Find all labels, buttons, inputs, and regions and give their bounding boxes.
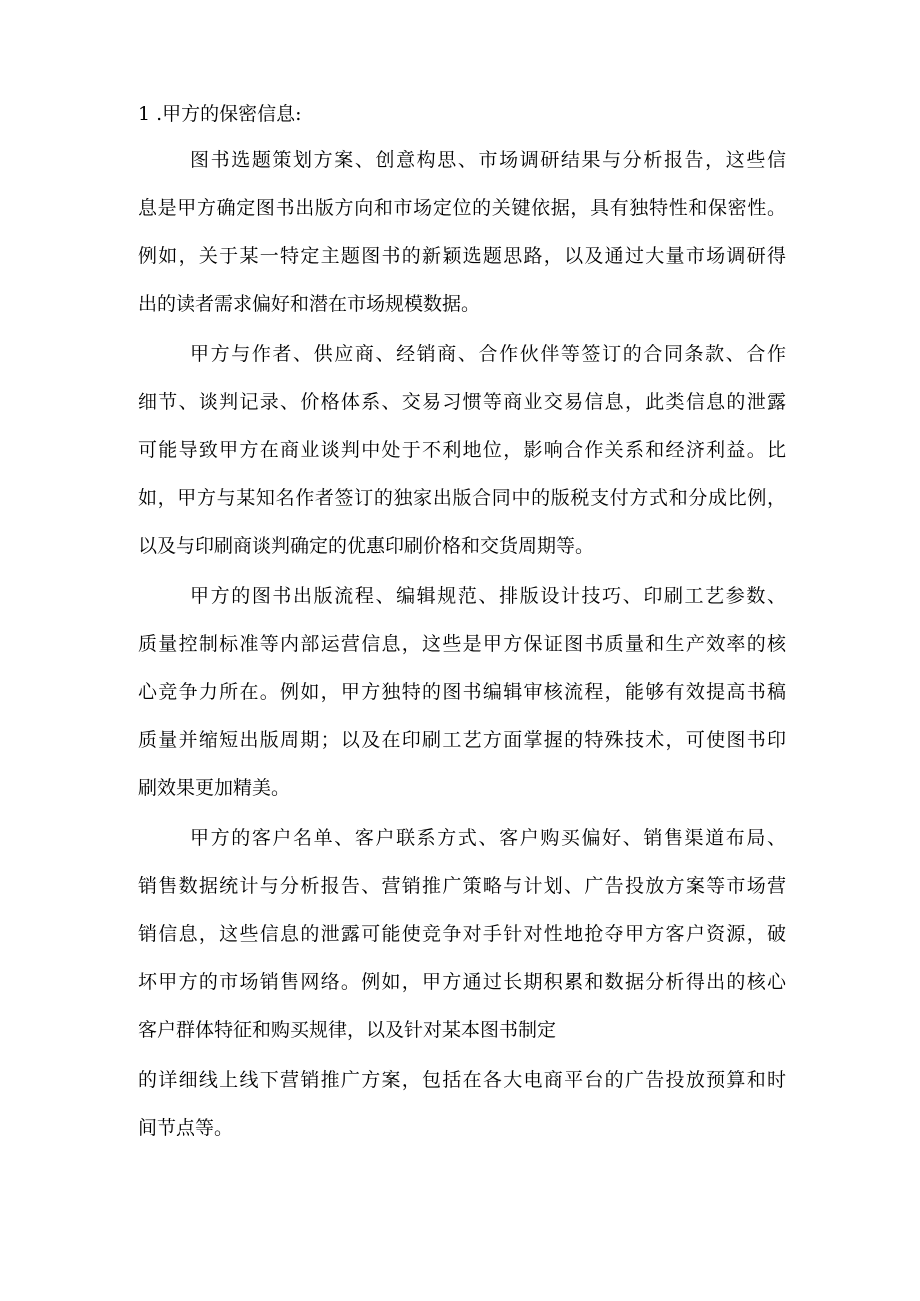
paragraph-3-line-4: 质量并缩短出版周期；以及在印刷工艺方面掌握的特殊技术，可使图书印 [138, 729, 786, 751]
paragraph-2-line-3: 可能导致甲方在商业谈判中处于不利地位，影响合作关系和经济利益。比 [138, 439, 786, 461]
paragraph-4-line-1: 甲方的客户名单、客户联系方式、客户购买偏好、销售渠道布局、 [190, 827, 786, 849]
paragraph-1-line-4: 出的读者需求偏好和潜在市场规模数据。 [138, 293, 481, 315]
paragraph-3-line-3: 心竞争力所在。例如，甲方独特的图书编辑审核流程，能够有效提高书稿 [138, 681, 786, 703]
paragraph-4-line-6: 的详细线上线下营销推广方案，包括在各大电商平台的广告投放预算和时 [138, 1069, 786, 1091]
paragraph-2-line-4: 如，甲方与某知名作者签订的独家出版合同中的版税支付方式和分成比例， [138, 487, 786, 509]
paragraph-3-line-5: 刷效果更加精美。 [138, 777, 291, 799]
paragraph-4-line-4: 坏甲方的市场销售网络。例如，甲方通过长期积累和数据分析得出的核心 [138, 971, 786, 993]
paragraph-4-line-7: 间节点等。 [138, 1117, 234, 1139]
paragraph-3-line-2: 质量控制标准等内部运营信息，这些是甲方保证图书质量和生产效率的核 [138, 633, 786, 655]
paragraph-4-line-5: 客户群体特征和购买规律，以及针对某本图书制定 [138, 1019, 557, 1041]
paragraph-2-line-2: 细节、谈判记录、价格体系、交易习惯等商业交易信息，此类信息的泄露 [138, 391, 786, 413]
paragraph-1-line-2: 息是甲方确定图书出版方向和市场定位的关键依据，具有独特性和保密性。 [138, 197, 786, 219]
section-heading: 1 .甲方的保密信息: [138, 103, 302, 125]
paragraph-4-line-3: 销信息，这些信息的泄露可能使竞争对手针对性地抢夺甲方客户资源，破 [138, 923, 786, 945]
paragraph-2-line-5: 以及与印刷商谈判确定的优惠印刷价格和交货周期等。 [138, 535, 595, 557]
paragraph-4-line-2: 销售数据统计与分析报告、营销推广策略与计划、广告投放方案等市场营 [138, 875, 786, 897]
paragraph-2-line-1: 甲方与作者、供应商、经销商、合作伙伴等签订的合同条款、合作 [190, 343, 786, 365]
paragraph-1-line-1: 图书选题策划方案、创意构思、市场调研结果与分析报告，这些信 [190, 149, 786, 171]
paragraph-1-line-3: 例如，关于某一特定主题图书的新颖选题思路，以及通过大量市场调研得 [138, 245, 786, 267]
paragraph-3-line-1: 甲方的图书出版流程、编辑规范、排版设计技巧、印刷工艺参数、 [190, 585, 786, 607]
